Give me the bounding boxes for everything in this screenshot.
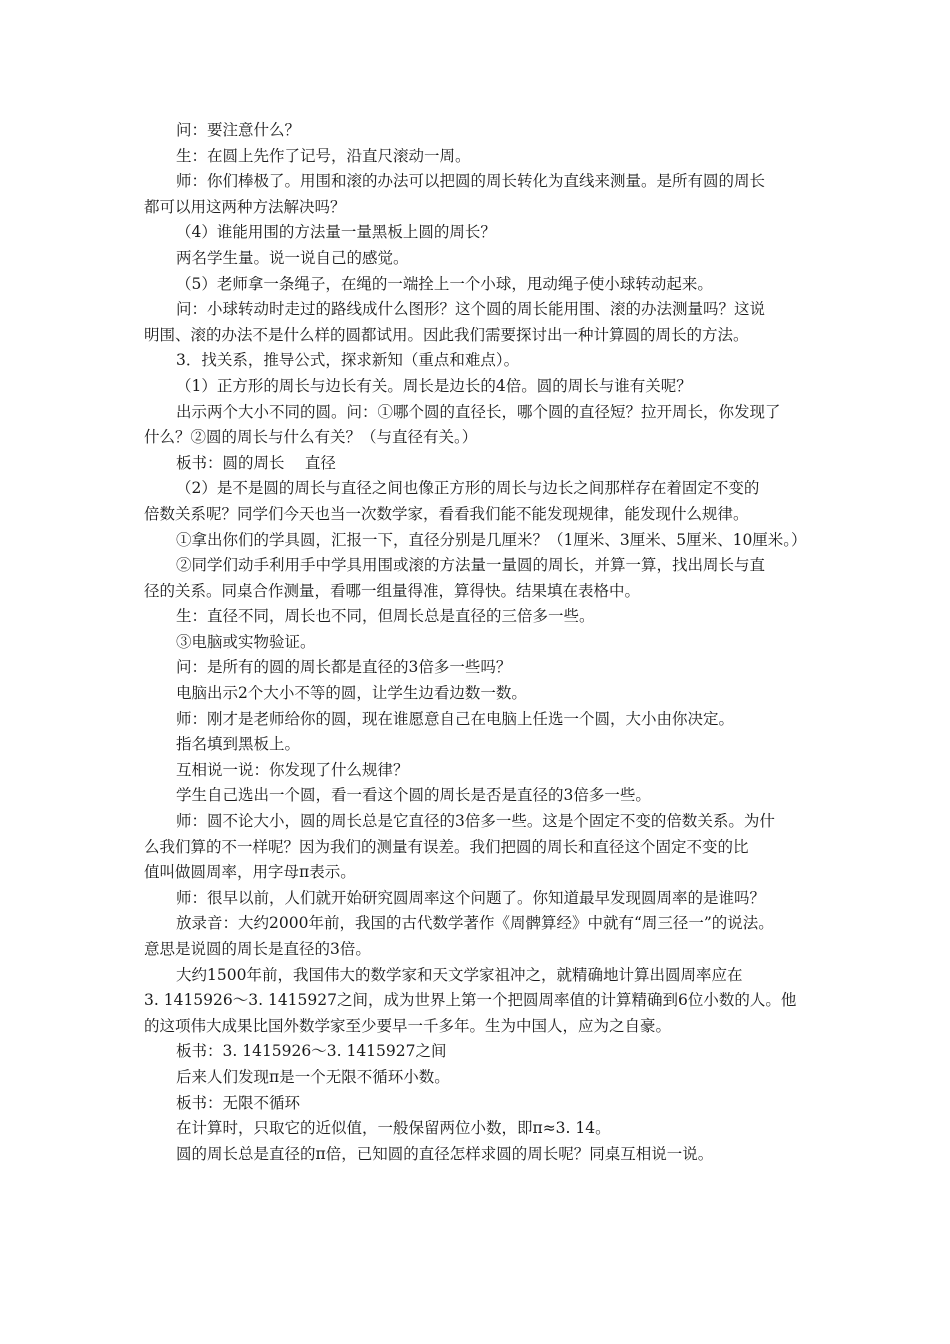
text-line: 的这项伟大成果比国外数学家至少要早一千多年。生为中国人，应为之自豪。: [144, 1016, 672, 1035]
text-line: 师：你们棒极了。用围和滚的办法可以把圆的周长转化为直线来测量。是所有圆的周长: [176, 172, 766, 191]
text-line: 师：刚才是老师给你的圆，现在谁愿意自己在电脑上任选一个圆，大小由你决定。: [176, 709, 735, 728]
text-line: 出示两个大小不同的圆。问：①哪个圆的直径长，哪个圆的直径短？拉开周长，你发现了: [176, 402, 781, 421]
text-line: （4）谁能用围的方法量一量黑板上圆的周长？: [176, 223, 496, 242]
paragraph: [144, 374, 814, 400]
paragraph: [144, 783, 814, 809]
paragraph: [144, 1065, 814, 1091]
paragraph: [144, 809, 814, 886]
text-line: 指名填到黑板上。: [176, 735, 301, 754]
text-line: 后来人们发现π是一个无限不循环小数。: [176, 1067, 450, 1086]
text-line: 问：要注意什么？: [176, 121, 301, 139]
text-line: 3．找关系，推导公式，探求新知（重点和难点）。: [176, 351, 520, 370]
text-line: 师：圆不论大小，圆的周长总是它直径的3倍多一些。这是个固定不变的倍数关系。为什: [176, 812, 775, 831]
text-line: 互相说一说：你发现了什么规律？: [176, 760, 409, 779]
text-line: （5）老师拿一条绳子，在绳的一端拴上一个小球，甩动绳子使小球转动起来。: [176, 274, 713, 293]
paragraph: [144, 220, 814, 246]
text-line: 两名学生量。说一说自己的感觉。: [176, 248, 409, 267]
paragraph: [144, 681, 814, 707]
text-line: 电脑出示2个大小不等的圆，让学生边看边数一数。: [176, 684, 527, 703]
text-line: 值叫做圆周率，用字母π表示。: [144, 863, 356, 882]
paragraph: [144, 655, 814, 681]
text-line: （1）正方形的周长与边长有关。周长是边长的4倍。圆的周长与谁有关呢？: [176, 376, 692, 395]
text-line: 意思是说圆的周长是直径的3倍。: [144, 940, 371, 958]
text-line: 问：小球转动时走过的路线成什么图形？这个圆的周长能用围、滚的办法测量吗？这说: [176, 300, 766, 319]
paragraph: [144, 246, 814, 272]
text-line: 板书：无限不循环: [176, 1093, 301, 1112]
paragraph: [144, 297, 814, 348]
paragraph: [144, 553, 814, 604]
paragraph: [144, 118, 814, 144]
paragraph: [144, 476, 814, 527]
paragraph: [144, 758, 814, 784]
text-line: 倍数关系呢？同学们今天也当一次数学家，看看我们能不能发现规律，能发现什么规律。: [144, 504, 749, 523]
text-line: 问：是所有的圆的周长都是直径的3倍多一些吗？: [176, 658, 512, 677]
text-line: 在计算时，只取它的近似值，一般保留两位小数，即π≈3. 14。: [176, 1119, 611, 1138]
text-line: 放录音：大约2000年前，我国的古代数学著作《周髀算经》中就有“周三径一”的说法。: [176, 914, 774, 933]
paragraph: [144, 348, 814, 374]
text-line: ②同学们动手利用手中学具用围或滚的方法量一量圆的周长，并算一算，找出周长与直: [176, 556, 766, 575]
text-line: 么我们算的不一样呢？因为我们的测量有误差。我们把圆的周长和直径这个固定不变的比: [144, 837, 749, 856]
text-line: 圆的周长总是直径的π倍，已知圆的直径怎样求圆的周长呢？同桌互相说一说。: [176, 1144, 714, 1163]
text-line: （2）是不是圆的周长与直径之间也像正方形的周长与边长之间那样存在着固定不变的: [176, 479, 760, 498]
text-line: 大约1500年前，我国伟大的数学家和天文学家祖冲之，就精确地计算出圆周率应在: [176, 965, 743, 984]
paragraph: [144, 144, 814, 170]
text-line: 明围、滚的办法不是什么样的圆都试用。因此我们需要探讨出一种计算圆的周长的方法。: [144, 325, 749, 344]
paragraph: [144, 732, 814, 758]
text-line: 师：很早以前，人们就开始研究圆周率这个问题了。你知道最早发现圆周率的是谁吗？: [176, 888, 766, 907]
paragraph: [144, 1142, 814, 1168]
text-line: 什么？②圆的周长与什么有关？（与直径有关。）: [144, 428, 478, 447]
paragraph: [144, 886, 814, 912]
text-line: ①拿出你们的学具圆，汇报一下，直径分别是几厘米？（1厘米、3厘米、5厘米、10厘米。）: [176, 530, 807, 549]
paragraph: [144, 1091, 814, 1117]
document-page: [144, 118, 814, 1167]
text-line: 板书：3. 1415926～3. 1415927之间: [176, 1042, 447, 1061]
paragraph: [144, 169, 814, 220]
paragraph: [144, 272, 814, 298]
text-line: 3. 1415926～3. 1415927之间，成为世界上第一个把圆周率值的计算精确到6位小数的人。他: [144, 991, 797, 1010]
text-line: ③电脑或实物验证。: [176, 632, 316, 651]
paragraph: [144, 1039, 814, 1065]
paragraph: [144, 451, 814, 477]
text-line: 生：直径不同，周长也不同，但周长总是直径的三倍多一些。: [176, 607, 595, 626]
text-line: 生：在圆上先作了记号，沿直尺滚动一周。: [176, 146, 471, 165]
paragraph: [144, 911, 814, 962]
text-line: 板书：圆的周长 直径: [176, 453, 336, 472]
paragraph: [144, 707, 814, 733]
paragraph: [144, 1116, 814, 1142]
text-line: 学生自己选出一个圆，看一看这个圆的周长是否是直径的3倍多一些。: [176, 786, 651, 805]
paragraph: [144, 963, 814, 1040]
paragraph: [144, 400, 814, 451]
text-line: 都可以用这两种方法解决吗？: [144, 197, 346, 216]
paragraph: [144, 630, 814, 656]
text-line: 径的关系。同桌合作测量，看哪一组量得准，算得快。结果填在表格中。: [144, 581, 641, 600]
paragraph: [144, 604, 814, 630]
paragraph: [144, 528, 814, 554]
document-body: [144, 118, 814, 1167]
